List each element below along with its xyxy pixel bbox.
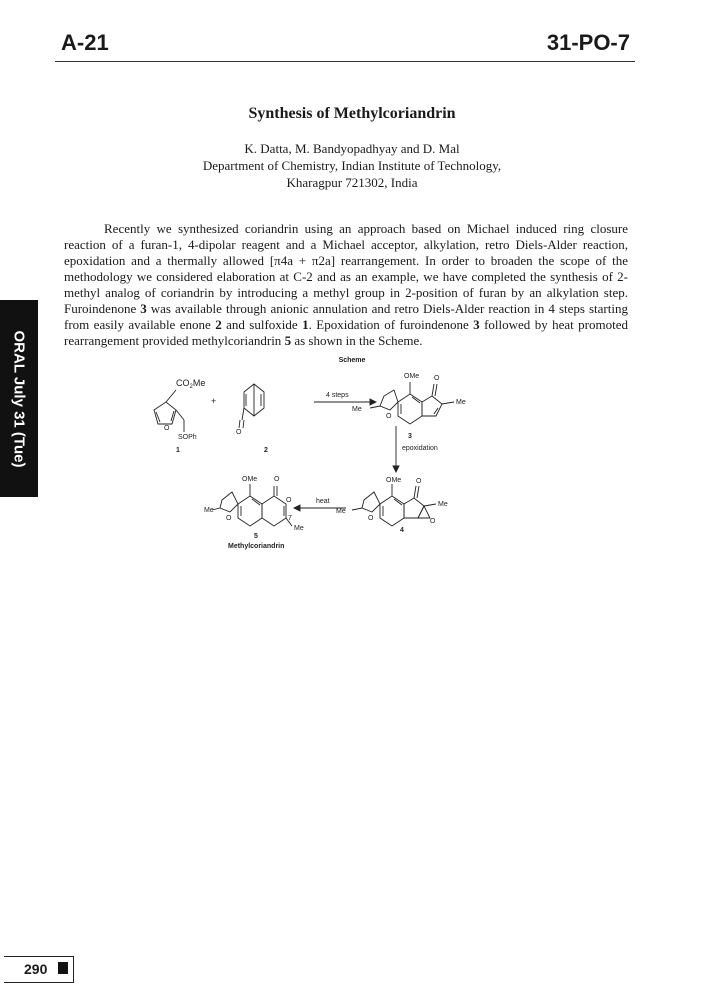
label-me-furan-cmpd3: Me xyxy=(352,406,362,413)
page-marker-square xyxy=(58,962,68,974)
author-block xyxy=(0,140,704,191)
label-me-ring-cmpd3: Me xyxy=(456,399,466,406)
arrow-label-heat: heat xyxy=(316,498,330,505)
compound-5-number: 5 xyxy=(254,533,258,540)
label-o-ring-cmpd5: O xyxy=(286,497,292,504)
compound-5-structure xyxy=(212,484,292,526)
side-tab-label: ORAL July 31 (Tue) xyxy=(10,330,28,467)
compound-4-number: 4 xyxy=(400,527,404,534)
arrow-label-4-steps: 4 steps xyxy=(326,392,349,399)
product-name: Methylcoriandrin xyxy=(228,543,285,550)
side-tab xyxy=(0,300,38,497)
label-co2me: $CO_2Me$ xyxy=(176,378,206,390)
abstract-code: A-21 xyxy=(61,30,109,55)
compound-4-structure xyxy=(352,484,436,526)
label-me-furan-cmpd4: Me xyxy=(336,508,346,515)
label-o-epoxide-cmpd4: O xyxy=(430,518,436,525)
label-soph: SOPh xyxy=(178,434,197,441)
label-ome-cmpd4: OMe xyxy=(386,477,402,484)
label-o-carbonyl-cmpd5: O xyxy=(274,476,280,483)
label-o-furan-cmpd3: O xyxy=(386,413,392,420)
affiliation-line-2: Kharagpur 721302, India xyxy=(286,175,418,190)
compound-2-structure xyxy=(239,384,264,428)
label-me-ring-cmpd5: Me xyxy=(294,525,304,532)
page-number: 290 xyxy=(24,961,48,977)
label-me-cmpd4-epoxide: Me xyxy=(438,501,448,508)
affiliation-line-1: Department of Chemistry, Indian Institute of Technology, xyxy=(202,158,502,173)
label-7-cmpd5: 7 xyxy=(288,515,292,522)
compound-3-number: 3 xyxy=(408,433,412,440)
paper-title: Synthesis of Methylcoriandrin xyxy=(248,105,456,122)
compound-3-structure xyxy=(370,382,454,424)
header-rule xyxy=(55,61,635,62)
scheme-label: Scheme xyxy=(338,357,366,364)
label-o-furan-cmpd4: O xyxy=(368,515,374,522)
plus-sign: + xyxy=(211,396,217,406)
label-o-ketone-cmpd4: O xyxy=(416,478,422,485)
label-ome-cmpd5: OMe xyxy=(242,476,258,483)
session-code: 31-PO-7 xyxy=(546,30,630,55)
label-o-cmpd1: O xyxy=(164,425,170,432)
abstract-text: Recently we synthesized coriandrin using an approach based on Michael induced ring closure reaction of a furan-1, 4-dipolar reagent and a Michael acceptor, alkylation, retro Diels-Alder reaction, epoxidation and a thermally allowed [π4a + π2a] rearrangement. In order to broaden the scope of the methodology we considered elaboration at C-2 and as an example, we have completed the synthesis of 2-methyl analog of coriandrin by introducing a methyl group in 2-position of furan by an alkylation step. Furoindenone 3 was available through anionic annulation and retro Diels-Alder reaction in 4 steps starting from easily available enone 2 and sulfoxide 1. Epoxidation of furoindenone 3 followed by heat promoted rearrangement provided methylcoriandrin 5 as shown in the Scheme. xyxy=(64,221,628,348)
label-o-ketone-cmpd3: O xyxy=(434,375,440,382)
label-ome-cmpd3: OMe xyxy=(404,373,420,380)
compound-1-number: 1 xyxy=(176,447,180,454)
label-o-furan-cmpd5: O xyxy=(226,515,232,522)
label-o-cmpd2: O xyxy=(236,429,242,436)
reaction-scheme xyxy=(140,362,470,552)
label-me-furan-cmpd5: Me xyxy=(204,507,214,514)
arrow-label-epoxidation: epoxidation xyxy=(402,445,438,452)
compound-2-number: 2 xyxy=(264,447,268,454)
author-names: K. Datta, M. Bandyopadhyay and D. Mal xyxy=(244,141,460,156)
